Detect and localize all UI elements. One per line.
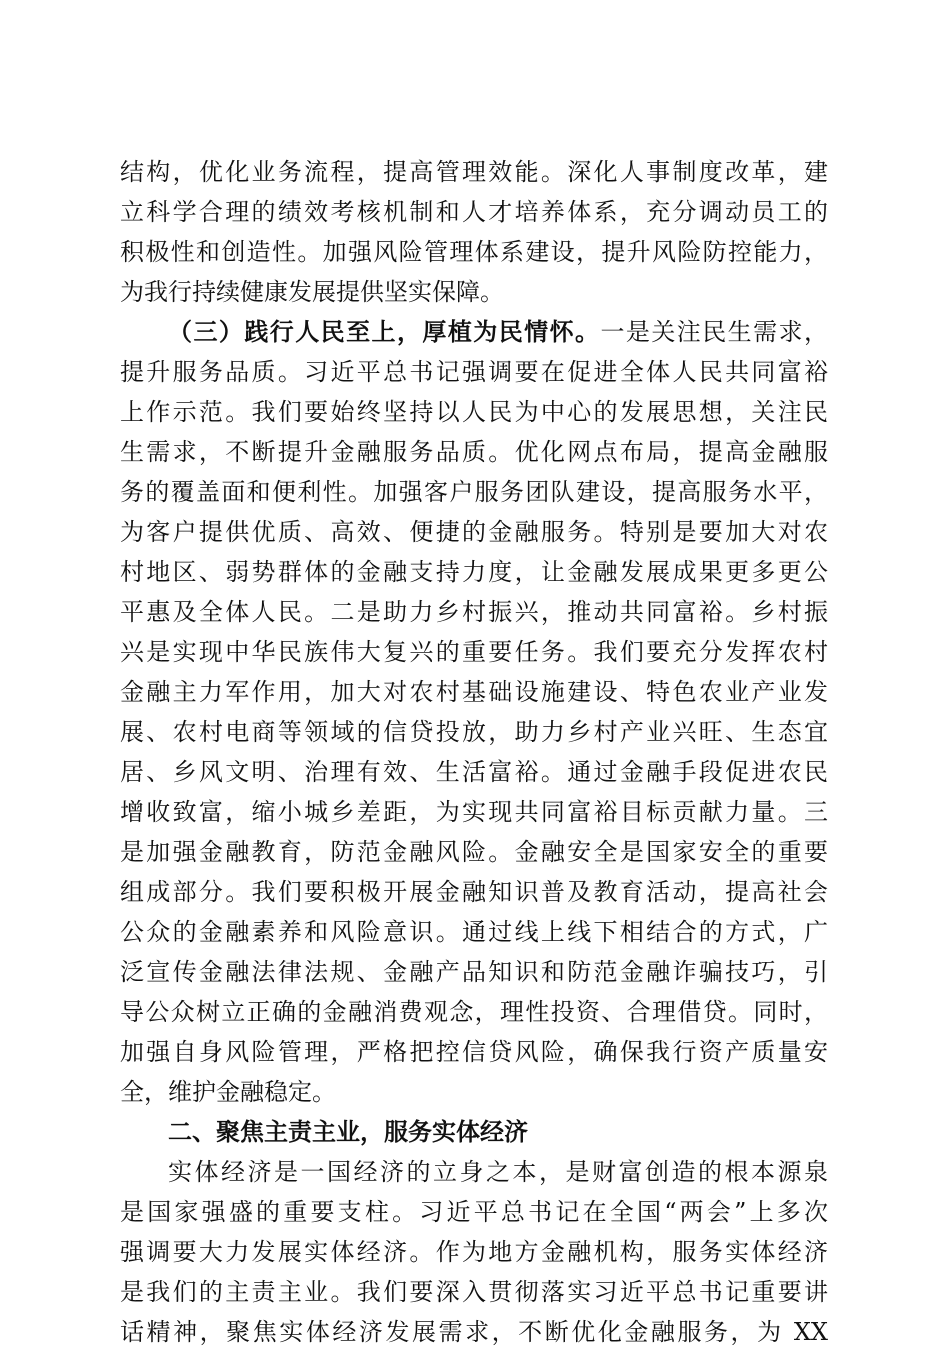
text-line: 公众的金融素养和风险意识。通过线上线下相结合的方式，广 — [120, 918, 828, 946]
text-line: 是加强金融教育，防范金融风险。金融安全是国家安全的重要 — [120, 838, 828, 866]
text-line: 为我行持续健康发展提供坚实保障。 — [120, 278, 504, 306]
document-page — [120, 152, 828, 1352]
text-line: 组成部分。我们要积极开展金融知识普及教育活动，提高社会 — [120, 878, 828, 906]
text-line — [120, 312, 828, 352]
text-line: 全，维护金融稳定。 — [120, 1078, 336, 1106]
text-line: 是我们的主责主业。我们要深入贯彻落实习近平总书记重要讲 — [120, 1278, 828, 1306]
text-line: 实体经济是一国经济的立身之本，是财富创造的根本源泉 — [168, 1158, 828, 1186]
text-line: 上作示范。我们要始终坚持以人民为中心的发展思想，关注民 — [120, 398, 828, 426]
text-line: 提升服务品质。习近平总书记强调要在促进全体人民共同富裕 — [120, 358, 828, 386]
text-line: 是国家强盛的重要支柱。习近平总书记在全国“两会”上多次 — [120, 1198, 828, 1226]
text-line: 为客户提供优质、高效、便捷的金融服务。特别是要加大对农 — [120, 518, 828, 546]
text-line: 居、乡风文明、治理有效、生活富裕。通过金融手段促进农民 — [120, 758, 828, 786]
text-line: 展、农村电商等领域的信贷投放，助力乡村产业兴旺、生态宜 — [120, 718, 828, 746]
text-line: 增收致富，缩小城乡差距，为实现共同富裕目标贡献力量。三 — [120, 798, 828, 826]
paragraph-3 — [120, 1152, 828, 1352]
text-line: 金融主力军作用，加大对农村基础设施建设、特色农业产业发 — [120, 678, 828, 706]
text-line: 强调要大力发展实体经济。作为地方金融机构，服务实体经济 — [120, 1238, 828, 1266]
paragraph-2 — [120, 312, 828, 1112]
section-heading: 二、聚焦主责主业，服务实体经济 — [168, 1117, 528, 1146]
text-line: 加强自身风险管理，严格把控信贷风险，确保我行资产质量安 — [120, 1038, 828, 1066]
text-line: 务的覆盖面和便利性。加强客户服务团队建设，提高服务水平， — [120, 478, 828, 506]
text-line: 生需求，不断提升金融服务品质。优化网点布局，提高金融服 — [120, 438, 828, 466]
paragraph-1 — [120, 152, 828, 312]
subsection-heading: （三）践行人民至上，厚植为民情怀。 — [168, 317, 601, 346]
text-line: 导公众树立正确的金融消费观念，理性投资、合理借贷。同时， — [120, 998, 828, 1026]
text-line: 泛宣传金融法律法规、金融产品知识和防范金融诈骗技巧，引 — [120, 958, 828, 986]
text-line: 积极性和创造性。加强风险管理体系建设，提升风险防控能力， — [120, 238, 828, 266]
text-line: 兴是实现中华民族伟大复兴的重要任务。我们要充分发挥农村 — [120, 638, 828, 666]
text-line: 村地区、弱势群体的金融支持力度，让金融发展成果更多更公 — [120, 558, 828, 586]
text-line: 结构，优化业务流程，提高管理效能。深化人事制度改革，建 — [120, 158, 828, 186]
text-span: 一是关注民生需求， — [600, 318, 829, 346]
text-line: 话精神，聚焦实体经济发展需求，不断优化金融服务，为 XX — [120, 1318, 828, 1346]
text-line: 立科学合理的绩效考核机制和人才培养体系，充分调动员工的 — [120, 198, 828, 226]
text-line: 平惠及全体人民。二是助力乡村振兴，推动共同富裕。乡村振 — [120, 598, 828, 626]
